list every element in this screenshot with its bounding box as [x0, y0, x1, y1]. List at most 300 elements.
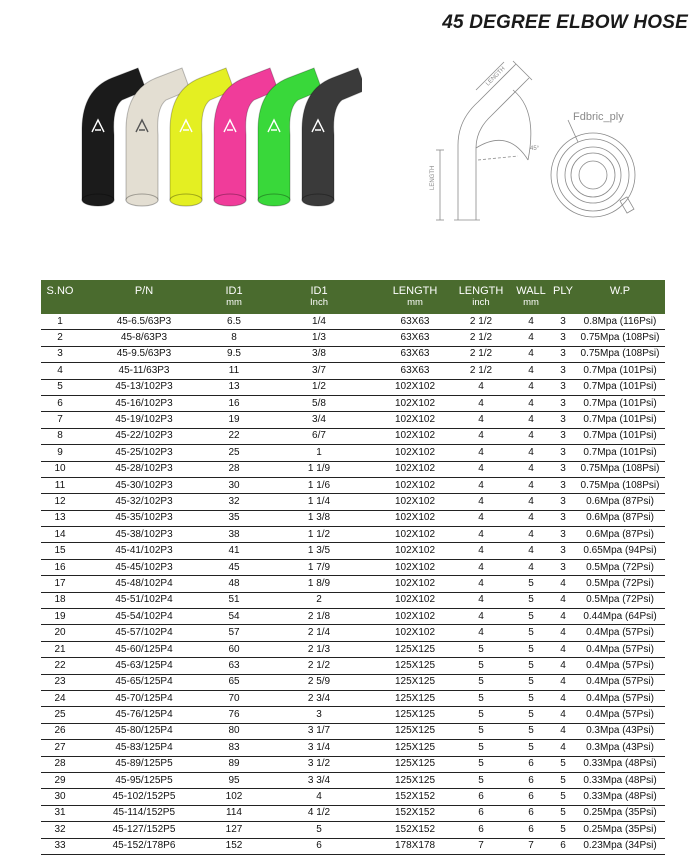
table-cell: 41: [209, 543, 259, 559]
table-cell: 3: [551, 445, 575, 461]
table-cell: 4: [511, 395, 551, 411]
table-cell: 4: [511, 494, 551, 510]
table-cell: 0.6Mpa (87Psi): [575, 494, 665, 510]
table-cell: 0.33Mpa (48Psi): [575, 789, 665, 805]
table-cell: 63X63: [379, 330, 451, 346]
table-cell: 10: [41, 461, 79, 477]
table-cell: 30: [209, 477, 259, 493]
table-cell: 1/3: [259, 330, 379, 346]
table-cell: 152X152: [379, 822, 451, 838]
table-row: [41, 576, 665, 592]
table-cell: 60: [209, 641, 259, 657]
table-cell: 125X125: [379, 723, 451, 739]
table-cell: 4: [451, 395, 511, 411]
table-cell: 0.7Mpa (101Psi): [575, 395, 665, 411]
table-cell: 4: [511, 477, 551, 493]
column-header-label: W.P: [609, 285, 631, 297]
table-cell: 6.5: [209, 314, 259, 330]
table-cell: 45-9.5/63P3: [79, 346, 209, 362]
table-cell: 102X102: [379, 543, 451, 559]
table-cell: 4: [551, 625, 575, 641]
table-row: [41, 510, 665, 526]
table-cell: 6: [511, 756, 551, 772]
table-cell: 11: [41, 477, 79, 493]
table-cell: 1: [41, 314, 79, 330]
table-cell: 4: [511, 314, 551, 330]
table-cell: 0.33Mpa (48Psi): [575, 772, 665, 788]
table-cell: 3: [551, 559, 575, 575]
table-cell: 3/4: [259, 412, 379, 428]
table-cell: 0.6Mpa (87Psi): [575, 527, 665, 543]
table-cell: 51: [209, 592, 259, 608]
table-cell: 0.8Mpa (116Psi): [575, 314, 665, 330]
table-cell: 3: [551, 461, 575, 477]
column-header-unit: mm: [226, 297, 242, 308]
column-header: [511, 280, 551, 314]
table-cell: 45-25/102P3: [79, 445, 209, 461]
table-cell: 4: [551, 592, 575, 608]
table-row: [41, 838, 665, 854]
table-cell: 102X102: [379, 576, 451, 592]
column-header: [41, 280, 79, 314]
table-row: [41, 723, 665, 739]
table-cell: 0.7Mpa (101Psi): [575, 363, 665, 379]
table-cell: 4: [451, 609, 511, 625]
table-cell: 45-28/102P3: [79, 461, 209, 477]
column-header-label: S.NO: [46, 285, 74, 297]
table-cell: 17: [41, 576, 79, 592]
table-cell: 45-70/125P4: [79, 690, 209, 706]
table-cell: 4: [511, 412, 551, 428]
table-row: [41, 314, 665, 330]
table-cell: 63X63: [379, 363, 451, 379]
table-cell: 102X102: [379, 527, 451, 543]
table-cell: 2 1/2: [259, 658, 379, 674]
table-cell: 0.4Mpa (57Psi): [575, 674, 665, 690]
table-cell: 6: [511, 789, 551, 805]
table-cell: 6: [451, 789, 511, 805]
table-cell: 2 3/4: [259, 690, 379, 706]
table-cell: 45: [209, 559, 259, 575]
table-cell: 125X125: [379, 756, 451, 772]
column-header-label: LENGTH: [458, 285, 504, 297]
table-cell: 0.4Mpa (57Psi): [575, 690, 665, 706]
table-cell: 0.3Mpa (43Psi): [575, 723, 665, 739]
table-cell: 125X125: [379, 674, 451, 690]
table-cell: 29: [41, 772, 79, 788]
table-cell: 3 1/4: [259, 740, 379, 756]
table-cell: 1 3/8: [259, 510, 379, 526]
table-cell: 45-57/102P4: [79, 625, 209, 641]
technical-drawing: [418, 50, 648, 240]
table-cell: 32: [41, 822, 79, 838]
table-cell: 45-32/102P3: [79, 494, 209, 510]
table-cell: 0.33Mpa (48Psi): [575, 756, 665, 772]
table-cell: 35: [209, 510, 259, 526]
table-cell: 5: [511, 609, 551, 625]
table-cell: 0.5Mpa (72Psi): [575, 559, 665, 575]
column-header: [379, 280, 451, 314]
table-cell: 31: [41, 805, 79, 821]
table-cell: 24: [41, 690, 79, 706]
table-cell: 45-114/152P5: [79, 805, 209, 821]
table-cell: 45-54/102P4: [79, 609, 209, 625]
table-row: [41, 822, 665, 838]
table-cell: 4: [551, 576, 575, 592]
table-cell: 4: [511, 559, 551, 575]
angle-label: 45°: [530, 146, 540, 152]
table-cell: 16: [41, 559, 79, 575]
table-cell: 45-51/102P4: [79, 592, 209, 608]
table-cell: 178X178: [379, 838, 451, 854]
table-cell: 2: [259, 592, 379, 608]
table-cell: 45-76/125P4: [79, 707, 209, 723]
table-cell: 25: [209, 445, 259, 461]
table-cell: 3 1/7: [259, 723, 379, 739]
table-cell: 63X63: [379, 314, 451, 330]
table-cell: 7: [511, 838, 551, 854]
table-cell: 114: [209, 805, 259, 821]
column-header: [209, 280, 259, 314]
table-cell: 4: [551, 690, 575, 706]
table-cell: 7: [41, 412, 79, 428]
table-cell: 5: [451, 641, 511, 657]
table-cell: 4: [511, 428, 551, 444]
table-cell: 0.5Mpa (72Psi): [575, 592, 665, 608]
table-cell: 22: [209, 428, 259, 444]
table-cell: 8: [41, 428, 79, 444]
table-row: [41, 543, 665, 559]
table-row: [41, 690, 665, 706]
table-cell: 125X125: [379, 740, 451, 756]
table-cell: 4: [511, 346, 551, 362]
table-cell: 76: [209, 707, 259, 723]
table-cell: 102X102: [379, 477, 451, 493]
table-cell: 3: [551, 330, 575, 346]
table-cell: 4: [551, 707, 575, 723]
table-cell: 19: [209, 412, 259, 428]
column-header-unit: inch: [472, 297, 490, 308]
table-row: [41, 330, 665, 346]
table-row: [41, 428, 665, 444]
table-cell: 45-45/102P3: [79, 559, 209, 575]
table-cell: 5/8: [259, 395, 379, 411]
table-row: [41, 379, 665, 395]
table-cell: 13: [41, 510, 79, 526]
table-row: [41, 707, 665, 723]
table-cell: 0.75Mpa (108Psi): [575, 477, 665, 493]
column-header-label: WALL: [516, 285, 546, 297]
table-cell: 4: [451, 461, 511, 477]
table-cell: 1/4: [259, 314, 379, 330]
column-header-label: ID1: [310, 285, 328, 297]
table-cell: 4: [451, 559, 511, 575]
table-cell: 5: [511, 723, 551, 739]
table-cell: 102X102: [379, 510, 451, 526]
table-cell: 3: [551, 510, 575, 526]
column-header: [551, 280, 575, 314]
table-cell: 6: [511, 805, 551, 821]
table-cell: 21: [41, 641, 79, 657]
table-cell: 0.7Mpa (101Psi): [575, 445, 665, 461]
table-cell: 3: [551, 428, 575, 444]
table-cell: 16: [209, 395, 259, 411]
table-cell: 3: [551, 395, 575, 411]
table-cell: 83: [209, 740, 259, 756]
table-cell: 3: [551, 314, 575, 330]
table-cell: 1 1/9: [259, 461, 379, 477]
table-cell: 63: [209, 658, 259, 674]
table-cell: 45-41/102P3: [79, 543, 209, 559]
table-cell: 5: [511, 592, 551, 608]
table-cell: 0.4Mpa (57Psi): [575, 625, 665, 641]
table-cell: 9: [41, 445, 79, 461]
table-cell: 6: [41, 395, 79, 411]
table-cell: 0.6Mpa (87Psi): [575, 510, 665, 526]
table-cell: 45-22/102P3: [79, 428, 209, 444]
table-cell: 0.75Mpa (108Psi): [575, 346, 665, 362]
table-cell: 125X125: [379, 707, 451, 723]
table-row: [41, 346, 665, 362]
table-cell: 4: [511, 510, 551, 526]
table-cell: 1 1/6: [259, 477, 379, 493]
table-cell: 5: [511, 641, 551, 657]
table-cell: 102X102: [379, 412, 451, 428]
column-header-unit: mm: [407, 297, 423, 308]
table-cell: 9.5: [209, 346, 259, 362]
table-cell: 125X125: [379, 772, 451, 788]
table-cell: 0.4Mpa (57Psi): [575, 641, 665, 657]
table-cell: 4: [451, 428, 511, 444]
table-row: [41, 789, 665, 805]
table-cell: 6: [511, 772, 551, 788]
table-cell: 45-63/125P4: [79, 658, 209, 674]
table-cell: 5: [451, 658, 511, 674]
table-cell: 25: [41, 707, 79, 723]
table-cell: 5: [511, 740, 551, 756]
table-row: [41, 592, 665, 608]
table-cell: 5: [451, 723, 511, 739]
table-cell: 45-19/102P3: [79, 412, 209, 428]
table-cell: 0.75Mpa (108Psi): [575, 461, 665, 477]
table-cell: 57: [209, 625, 259, 641]
table-cell: 3: [551, 346, 575, 362]
table-cell: 80: [209, 723, 259, 739]
table-cell: 45-65/125P4: [79, 674, 209, 690]
table-cell: 0.44Mpa (64Psi): [575, 609, 665, 625]
table-cell: 102X102: [379, 625, 451, 641]
table-cell: 102: [209, 789, 259, 805]
table-cell: 11: [209, 363, 259, 379]
table-cell: 3/8: [259, 346, 379, 362]
table-cell: 7: [451, 838, 511, 854]
table-row: [41, 363, 665, 379]
table-cell: 45-127/152P5: [79, 822, 209, 838]
column-header-unit: mm: [523, 297, 539, 308]
table-cell: 4: [511, 330, 551, 346]
table-cell: 152: [209, 838, 259, 854]
column-header: [575, 280, 665, 314]
table-cell: 22: [41, 658, 79, 674]
table-cell: 2 1/8: [259, 609, 379, 625]
table-cell: 152X152: [379, 789, 451, 805]
table-cell: 5: [259, 822, 379, 838]
table-cell: 6/7: [259, 428, 379, 444]
table-cell: 4: [451, 477, 511, 493]
table-cell: 3: [551, 412, 575, 428]
column-header: [451, 280, 511, 314]
table-cell: 45-6.5/63P3: [79, 314, 209, 330]
table-cell: 4: [511, 379, 551, 395]
table-cell: 27: [41, 740, 79, 756]
table-cell: 4: [511, 527, 551, 543]
table-cell: 15: [41, 543, 79, 559]
table-cell: 0.25Mpa (35Psi): [575, 822, 665, 838]
table-cell: 0.7Mpa (101Psi): [575, 428, 665, 444]
table-cell: 5: [551, 756, 575, 772]
table-cell: 5: [451, 707, 511, 723]
table-cell: 45-38/102P3: [79, 527, 209, 543]
table-cell: 30: [41, 789, 79, 805]
table-cell: 0.25Mpa (35Psi): [575, 805, 665, 821]
column-header-label: ID1: [225, 285, 243, 297]
table-cell: 65: [209, 674, 259, 690]
length-label-vertical: LENGTH: [430, 165, 436, 190]
table-cell: 26: [41, 723, 79, 739]
table-cell: 4: [511, 363, 551, 379]
table-cell: 20: [41, 625, 79, 641]
table-cell: 45-16/102P3: [79, 395, 209, 411]
table-row: [41, 494, 665, 510]
table-cell: 125X125: [379, 658, 451, 674]
table-cell: 95: [209, 772, 259, 788]
table-cell: 5: [551, 822, 575, 838]
spec-table: [41, 280, 665, 855]
table-cell: 2 5/9: [259, 674, 379, 690]
table-cell: 0.65Mpa (94Psi): [575, 543, 665, 559]
table-cell: 45-95/125P5: [79, 772, 209, 788]
length-label: LENGTH: [485, 65, 507, 88]
table-row: [41, 740, 665, 756]
table-cell: 1 1/4: [259, 494, 379, 510]
table-cell: 45-152/178P6: [79, 838, 209, 854]
table-cell: 4: [451, 576, 511, 592]
table-cell: 5: [511, 674, 551, 690]
table-row: [41, 461, 665, 477]
table-cell: 4: [259, 789, 379, 805]
table-cell: 102X102: [379, 559, 451, 575]
table-cell: 1 8/9: [259, 576, 379, 592]
table-cell: 33: [41, 838, 79, 854]
table-cell: 4: [451, 592, 511, 608]
table-cell: 0.23Mpa (34Psi): [575, 838, 665, 854]
table-cell: 3: [551, 379, 575, 395]
table-cell: 4: [551, 609, 575, 625]
page-title: 45 DEGREE ELBOW HOSE: [442, 12, 688, 33]
table-cell: 127: [209, 822, 259, 838]
table-cell: 125X125: [379, 690, 451, 706]
table-cell: 18: [41, 592, 79, 608]
table-cell: 28: [41, 756, 79, 772]
table-cell: 4: [551, 674, 575, 690]
product-photo: [62, 60, 362, 220]
table-cell: 4: [451, 445, 511, 461]
table-cell: 1: [259, 445, 379, 461]
table-cell: 48: [209, 576, 259, 592]
table-cell: 2 1/2: [451, 330, 511, 346]
table-cell: 54: [209, 609, 259, 625]
table-row: [41, 395, 665, 411]
table-cell: 102X102: [379, 395, 451, 411]
table-cell: 5: [511, 690, 551, 706]
table-cell: 102X102: [379, 609, 451, 625]
table-cell: 13: [209, 379, 259, 395]
table-cell: 45-8/63P3: [79, 330, 209, 346]
table-cell: 14: [41, 527, 79, 543]
table-cell: 89: [209, 756, 259, 772]
table-cell: 1 7/9: [259, 559, 379, 575]
table-cell: 5: [551, 789, 575, 805]
table-cell: 28: [209, 461, 259, 477]
table-cell: 5: [511, 707, 551, 723]
table-cell: 125X125: [379, 641, 451, 657]
table-cell: 3: [551, 363, 575, 379]
table-cell: 1 3/5: [259, 543, 379, 559]
table-cell: 45-13/102P3: [79, 379, 209, 395]
table-row: [41, 412, 665, 428]
table-row: [41, 641, 665, 657]
table-cell: 102X102: [379, 461, 451, 477]
table-cell: 5: [41, 379, 79, 395]
table-cell: 4: [451, 543, 511, 559]
table-cell: 5: [451, 772, 511, 788]
table-cell: 5: [551, 805, 575, 821]
table-cell: 4: [511, 543, 551, 559]
table-cell: 45-48/102P4: [79, 576, 209, 592]
column-header: [79, 280, 209, 314]
column-header: [259, 280, 379, 314]
table-row: [41, 625, 665, 641]
table-cell: 4: [451, 510, 511, 526]
table-row: [41, 559, 665, 575]
table-cell: 5: [551, 772, 575, 788]
table-cell: 0.3Mpa (43Psi): [575, 740, 665, 756]
table-cell: 4: [551, 641, 575, 657]
table-cell: 19: [41, 609, 79, 625]
table-cell: 0.7Mpa (101Psi): [575, 379, 665, 395]
table-cell: 5: [451, 690, 511, 706]
table-cell: 3 3/4: [259, 772, 379, 788]
table-cell: 6: [259, 838, 379, 854]
table-cell: 1 1/2: [259, 527, 379, 543]
table-cell: 45-102/152P5: [79, 789, 209, 805]
table-cell: 4: [451, 412, 511, 428]
table-cell: 5: [511, 658, 551, 674]
table-cell: 5: [451, 674, 511, 690]
table-cell: 38: [209, 527, 259, 543]
table-cell: 4: [511, 445, 551, 461]
table-cell: 0.4Mpa (57Psi): [575, 707, 665, 723]
table-cell: 45-83/125P4: [79, 740, 209, 756]
fabric-ply-label: Fdbric_ply: [573, 111, 624, 123]
table-row: [41, 658, 665, 674]
table-cell: 45-11/63P3: [79, 363, 209, 379]
table-cell: 3: [551, 527, 575, 543]
table-row: [41, 674, 665, 690]
table-cell: 5: [451, 756, 511, 772]
table-row: [41, 805, 665, 821]
table-cell: 102X102: [379, 379, 451, 395]
